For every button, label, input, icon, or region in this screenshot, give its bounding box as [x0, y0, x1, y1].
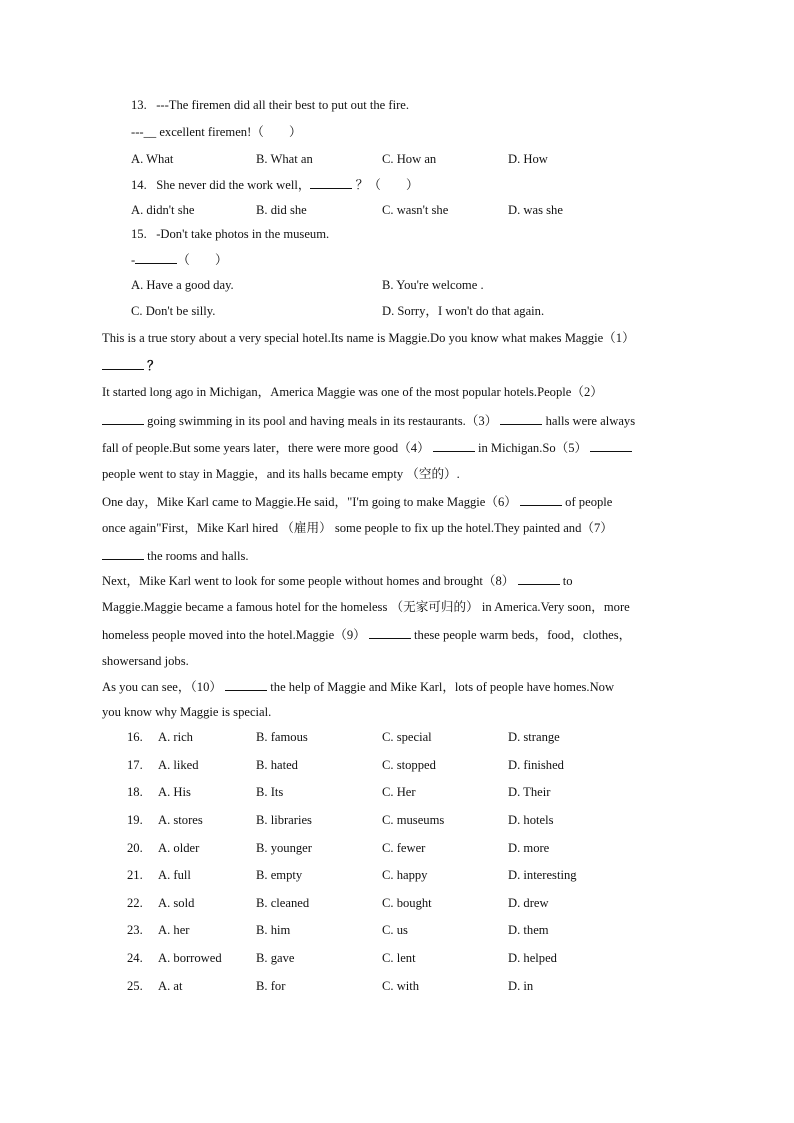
cloze-option-a[interactable]: A. full [158, 868, 191, 882]
question-13-option-a[interactable]: A. What [131, 152, 174, 166]
cloze-number: 22. [127, 896, 143, 910]
question-number: 13. [131, 98, 147, 112]
question-13-reply: ---__ excellent firemen!（ ） [131, 125, 302, 139]
passage-line [102, 626, 631, 643]
question-15-stem [131, 226, 329, 242]
answer-blank[interactable] [310, 176, 352, 189]
cloze-option-d[interactable]: D. drew [508, 896, 549, 910]
cloze-option-d[interactable]: D. strange [508, 730, 560, 744]
passage-line [102, 572, 573, 589]
cloze-option-a[interactable]: A. older [158, 841, 200, 855]
question-15-option-d[interactable]: D. Sorry，I won't do that again. [382, 304, 545, 318]
question-mark: ？ [144, 359, 160, 373]
passage-line: you know why Maggie is special. [102, 705, 272, 719]
cloze-option-c[interactable]: C. happy [382, 868, 428, 882]
cloze-blank-8[interactable] [518, 572, 560, 585]
question-text: -Don't take photos in the museum. [156, 227, 330, 241]
cloze-number: 17. [127, 758, 143, 772]
cloze-blank-10[interactable] [225, 678, 267, 691]
cloze-option-d[interactable]: D. finished [508, 758, 564, 772]
question-text-end: ？（ ） [355, 178, 419, 192]
passage-text: the help of Maggie and Mike Karl，lots of people have homes.Now [267, 680, 615, 694]
question-13-option-d[interactable]: D. How [508, 152, 548, 166]
cloze-option-a[interactable]: A. liked [158, 758, 199, 772]
cloze-blank-6[interactable] [520, 493, 562, 506]
passage-line: This is a true story about a very special hotel.Its name is Maggie.Do you know what makes Maggie（1） [102, 331, 635, 345]
question-14-option-d[interactable]: D. was she [508, 203, 563, 217]
cloze-number: 25. [127, 979, 143, 993]
question-13-stem [131, 97, 409, 113]
cloze-option-b[interactable]: B. empty [256, 868, 303, 882]
cloze-option-c[interactable]: C. museums [382, 813, 445, 827]
passage-text: Next，Mike Karl went to look for some people without homes and brought（8） [102, 574, 515, 588]
cloze-option-c[interactable]: C. us [382, 923, 408, 937]
passage-text: halls were always [542, 414, 636, 428]
cloze-option-c[interactable]: C. fewer [382, 841, 426, 855]
cloze-option-d[interactable]: D. more [508, 841, 550, 855]
cloze-blank-3[interactable] [500, 412, 542, 425]
cloze-option-b[interactable]: B. gave [256, 951, 295, 965]
passage-text: in Michigan.So（5） [474, 441, 588, 455]
question-15-option-b[interactable]: B. You're welcome . [382, 278, 484, 292]
passage-line: once again"First，Mike Karl hired （雇用） some people to fix up the hotel.They painted and（7） [102, 521, 613, 535]
cloze-option-d[interactable]: D. helped [508, 951, 557, 965]
cloze-blank-5[interactable] [590, 439, 632, 452]
cloze-option-a[interactable]: A. her [158, 923, 190, 937]
cloze-blank-1[interactable] [102, 357, 144, 370]
cloze-option-c[interactable]: C. stopped [382, 758, 436, 772]
cloze-blank-7[interactable] [102, 547, 144, 560]
cloze-option-c[interactable]: C. bought [382, 896, 432, 910]
question-15-option-a[interactable]: A. Have a good day. [131, 278, 234, 292]
cloze-number: 23. [127, 923, 143, 937]
cloze-blank-4[interactable] [433, 439, 475, 452]
question-13-option-b[interactable]: B. What an [256, 152, 313, 166]
passage-text: One day，Mike Karl came to Maggie.He said，"I'm going to make Maggie（6） [102, 495, 517, 509]
passage-text: these people warm beds，food，clothes， [410, 628, 632, 642]
question-14-option-b[interactable]: B. did she [256, 203, 307, 217]
question-15-reply [131, 251, 228, 268]
passage-line [102, 412, 635, 429]
passage-line: It started long ago in Michigan，America Maggie was one of the most popular hotels.People（2） [102, 385, 603, 399]
passage-line: people went to stay in Maggie，and its halls became empty （空的）. [102, 467, 460, 481]
cloze-option-a[interactable]: A. stores [158, 813, 203, 827]
cloze-option-b[interactable]: B. libraries [256, 813, 312, 827]
cloze-number: 16. [127, 730, 143, 744]
answer-blank[interactable] [135, 251, 177, 264]
cloze-option-a[interactable]: A. sold [158, 896, 195, 910]
passage-line [102, 439, 632, 456]
question-14-option-a[interactable]: A. didn't she [131, 203, 195, 217]
question-number: 15. [131, 227, 147, 241]
cloze-number: 19. [127, 813, 143, 827]
question-number: 14. [131, 178, 147, 192]
cloze-option-d[interactable]: D. hotels [508, 813, 554, 827]
passage-text: to [559, 574, 573, 588]
passage-line: Maggie.Maggie became a famous hotel for the homeless （无家可归的） in America.Very soon，more [102, 600, 630, 614]
cloze-option-c[interactable]: C. special [382, 730, 432, 744]
passage-text: of people [562, 495, 613, 509]
cloze-number: 21. [127, 868, 143, 882]
question-14-stem [131, 176, 419, 193]
cloze-option-b[interactable]: B. hated [256, 758, 298, 772]
cloze-blank-2[interactable] [102, 412, 144, 425]
cloze-blank-9[interactable] [369, 626, 411, 639]
question-13-option-c[interactable]: C. How an [382, 152, 437, 166]
cloze-number: 24. [127, 951, 143, 965]
cloze-option-b[interactable]: B. famous [256, 730, 308, 744]
passage-text: the rooms and halls. [144, 549, 249, 563]
cloze-option-d[interactable]: D. interesting [508, 868, 577, 882]
cloze-option-c[interactable]: C. with [382, 979, 420, 993]
cloze-option-b[interactable]: B. for [256, 979, 286, 993]
question-text: She never did the work well， [156, 178, 311, 192]
question-14-option-c[interactable]: C. wasn't she [382, 203, 449, 217]
passage-line [102, 547, 249, 564]
cloze-option-b[interactable]: B. cleaned [256, 896, 310, 910]
cloze-option-a[interactable]: A. His [158, 785, 191, 799]
cloze-option-d[interactable]: D. Their [508, 785, 551, 799]
passage-text: fall of people.But some years later，there were more good（4） [102, 441, 430, 455]
cloze-option-a[interactable]: A. at [158, 979, 183, 993]
cloze-option-c[interactable]: C. Her [382, 785, 416, 799]
passage-line [102, 678, 614, 695]
passage-text: going swimming in its pool and having meals in its restaurants.（3） [144, 414, 498, 428]
cloze-option-d[interactable]: D. them [508, 923, 549, 937]
passage-line [102, 357, 160, 374]
passage-text: homeless people moved into the hotel.Maggie（9） [102, 628, 366, 642]
passage-text: As you can see，（10） [102, 680, 222, 694]
cloze-number: 18. [127, 785, 143, 799]
question-15-option-c[interactable]: C. Don't be silly. [131, 304, 216, 318]
cloze-option-b[interactable]: B. younger [256, 841, 312, 855]
answer-paren: （ ） [177, 253, 228, 267]
passage-line: showersand jobs. [102, 654, 189, 668]
cloze-option-b[interactable]: B. him [256, 923, 291, 937]
cloze-option-a[interactable]: A. rich [158, 730, 193, 744]
cloze-number: 20. [127, 841, 143, 855]
cloze-option-d[interactable]: D. in [508, 979, 534, 993]
cloze-option-a[interactable]: A. borrowed [158, 951, 222, 965]
question-text: ---The firemen did all their best to put out the fire. [156, 98, 410, 112]
cloze-option-c[interactable]: C. lent [382, 951, 416, 965]
reply-dash: - [131, 253, 136, 267]
cloze-option-b[interactable]: B. Its [256, 785, 284, 799]
passage-line [102, 493, 612, 510]
